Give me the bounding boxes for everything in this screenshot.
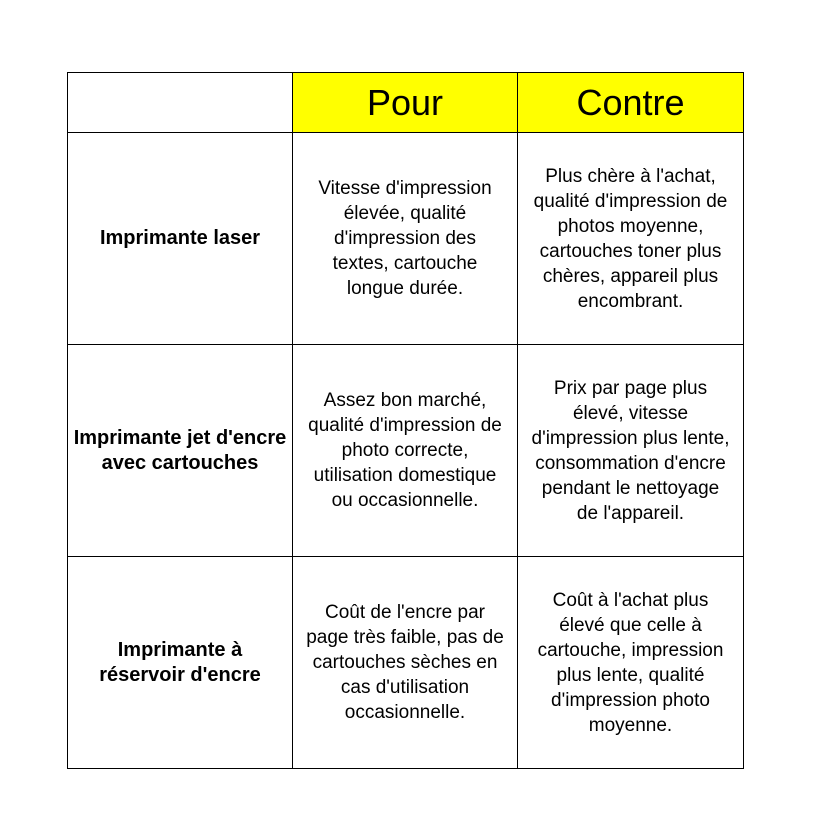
pour-text: Vitesse d'impression élevée, qualité d'impression des textes, cartouche longue durée. [318,178,492,299]
row-label-text: Imprimante jet d'encre avec cartouches [73,426,287,474]
pour-cell [293,133,518,345]
row-label [68,133,293,345]
row-label [68,345,293,557]
contre-text: Prix par page plus élevé, vitesse d'impression plus lente, consommation d'encre pendant le nettoyage de l'appareil. [531,377,730,524]
table-row [68,133,744,345]
pour-cell [293,557,518,769]
pour-text: Assez bon marché, qualité d'impression de photo correcte, utilisation domestique ou occasionnelle. [308,390,502,511]
contre-text: Plus chère à l'achat, qualité d'impression de photos moyenne, cartouches toner plus chères, appareil plus encombrant. [533,165,728,312]
table-row [68,557,744,769]
contre-cell [518,345,744,557]
header-pour: Pour [293,73,518,133]
header-row [68,73,744,133]
pour-cell [293,345,518,557]
table-row [68,345,744,557]
row-label [68,557,293,769]
contre-cell [518,133,744,345]
row-label-text: Imprimante laser [99,227,261,249]
header-contre: Contre [518,73,744,133]
comparison-table [67,72,744,769]
row-label-text: Imprimante à réservoir d'encre [99,638,261,686]
pour-text: Coût de l'encre par page très faible, pas de cartouches sèches en cas d'utilisation occasionnelle. [306,602,504,723]
corner-cell [68,73,293,133]
contre-cell [518,557,744,769]
contre-text: Coût à l'achat plus élevé que celle à cartouche, impression plus lente, qualité d'impression photo moyenne. [537,589,724,736]
